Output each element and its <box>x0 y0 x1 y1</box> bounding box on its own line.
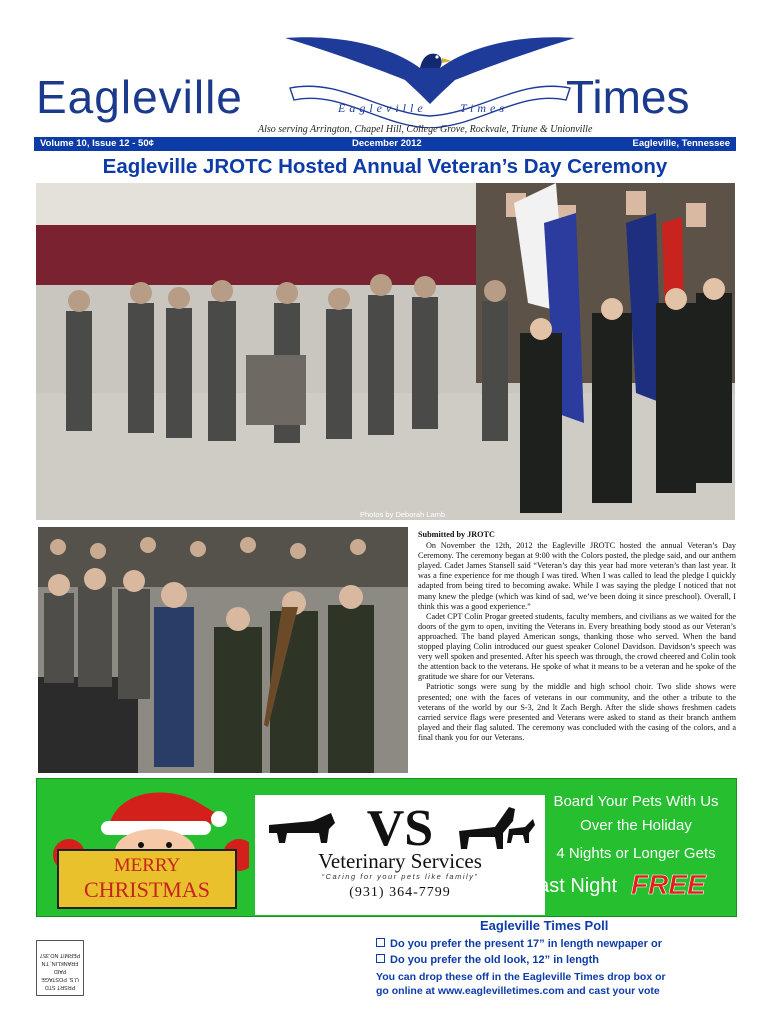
checkbox-icon <box>376 938 385 947</box>
volume-issue: Volume 10, Issue 12 - 50¢ <box>40 138 154 149</box>
tagline: Also serving Arrington, Chapel Hill, College Grove, Rockvale, Triune & Unionville <box>258 124 593 135</box>
issue-date: December 2012 <box>352 138 422 149</box>
article-byline: Submitted by JROTC <box>418 530 495 539</box>
vet-phone: (931) 364-7799 <box>349 885 451 900</box>
article-body <box>418 530 736 743</box>
poll-note-2: go online at www.eaglevilletimes.com and cast your vote <box>376 985 660 997</box>
location: Eagleville, Tennessee <box>632 138 730 149</box>
poll-option-1 <box>376 938 736 950</box>
checkbox-icon <box>376 954 385 963</box>
vet-services-name: Veterinary Services <box>318 849 482 873</box>
vet-services-ad <box>36 778 737 917</box>
info-bar <box>34 137 736 151</box>
postal-line: PRSRT STD <box>44 984 76 990</box>
free-text: FREE <box>631 869 706 900</box>
cadets-photo-image <box>38 527 408 773</box>
masthead-title-right: Times <box>566 71 690 123</box>
eagle-logo-icon <box>280 28 580 128</box>
postal-line: PAID <box>53 968 67 974</box>
poll-option-2 <box>376 954 736 966</box>
ad-line-4: Last Night <box>527 875 618 897</box>
merry-christmas-sign <box>57 849 237 909</box>
poll-option-2-text: Do you prefer the old look, 12” in length <box>390 954 600 966</box>
postal-line: FRANKLIN, TN <box>41 960 79 966</box>
ribbon-left-text: Eagleville <box>338 101 427 115</box>
article-paragraph: Patriotic songs were sung by the middle and high school choir. Two slide shows were presented; one with the faces of veterans in our community, and the other a tribute to the veterans of the world by our S-3, 2nd lt Zach Bergh. After the slide shows freshmen cadets carried service flags were presented and Veterans were asked to stand as their branch anthem played and their flag saluted. The ceremony was concluded with the casing of the colors, and a final thank you for our Veterans. <box>418 682 736 742</box>
merry-text: MERRY <box>113 855 181 876</box>
article-paragraph: Cadet CPT Colin Progar greeted students, faculty members, and civilians as we waited for the doors of the gym to open, inviting the Veterans in. Every breathing body stood as our Veteran’s approached. The band played American songs, thanking those who served. When the band stopped playing Colin introduced our guest speaker Colonel Davidson. Davidson’s speech was very well spoken and presented. After his speech was through, the crowd cheered and Colin took the attention back to the veterans. He spoke of what it means to be a veteran and he spoke of the gratitude we share for our Veterans. <box>418 611 736 682</box>
ad-line-1: Board Your Pets With Us <box>553 793 719 810</box>
ribbon-right-text: Times <box>460 101 509 115</box>
vet-motto: “Caring for your pets like family” <box>321 872 479 881</box>
vs-logo-text: VS <box>366 800 434 851</box>
masthead-title-left: Eagleville <box>36 71 243 123</box>
photo-credit: Photos by Deborah Lamb <box>360 510 446 519</box>
ceremony-photo-image <box>36 183 735 520</box>
poll-note-1: You can drop these off in the Eagleville Times drop box or <box>376 971 666 983</box>
postal-line: U.S. POSTAGE <box>41 976 79 982</box>
ceremony-photo <box>36 183 735 520</box>
poll-option-1-text: Do you prefer the present 17” in length newpaper or <box>390 938 662 950</box>
postal-indicia <box>36 940 84 996</box>
postal-line: PERMIT NO.357 <box>39 952 81 958</box>
cadets-photo <box>38 527 408 773</box>
headline: Eagleville JROTC Hosted Annual Veteran’s Day Ceremony <box>102 155 668 178</box>
christmas-text: CHRISTMAS <box>84 877 210 902</box>
ad-line-3: 4 Nights or Longer Gets <box>556 845 716 862</box>
ad-line-2: Over the Holiday <box>580 817 692 834</box>
animals-icon <box>263 799 537 851</box>
article-paragraph: On November the 12th, 2012 the Eagleville JROTC hosted the annual Veteran’s Day Ceremony. The ceremony began at 9:00 with the Colors posted, the pledge said, and our anthem played. Cadet James Stansell said “Veteran’s day this year had more veteran’s than last year. It was a fine experience for me though I was tired. When I was called to lead the pledge I quickly adapted from being tired to becoming awake. While I was saying the pledge I noticed that not many knew the pledge (which was kind of sad, we’ve been doing it since preschool). Overall, I think this was a good experience.” <box>418 541 736 611</box>
poll-title: Eagleville Times Poll <box>480 918 609 933</box>
